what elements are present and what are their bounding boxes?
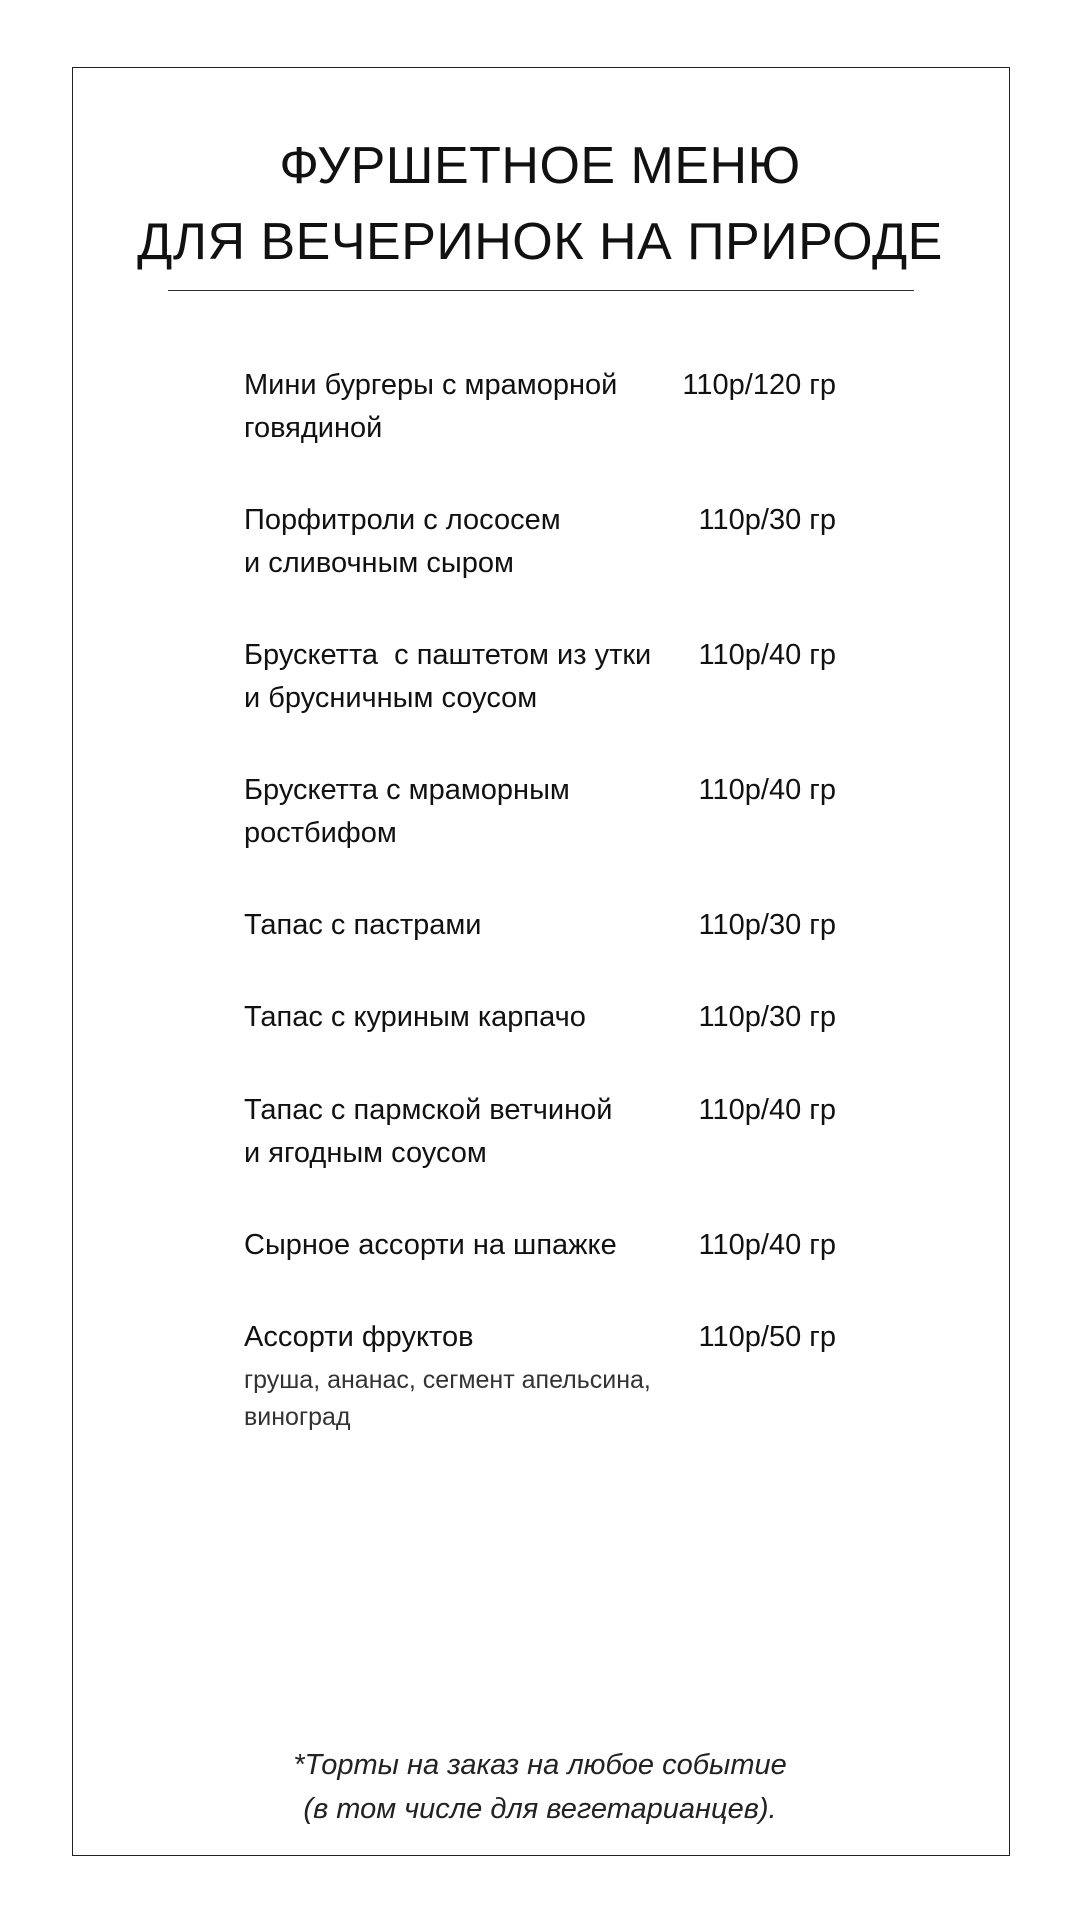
menu-item-name-line-1: Ассорти фруктов: [244, 1321, 474, 1353]
menu-item-name-line-2: и брусничным соусом: [244, 682, 538, 714]
menu-title-line-2: ДЛЯ ВЕЧЕРИНОК НА ПРИРОДЕ: [137, 213, 943, 271]
menu-item-name: [244, 1224, 664, 1267]
menu-item-name: [244, 499, 664, 585]
title-divider: [168, 290, 914, 291]
menu-item-price: 110р/50 гр: [698, 1321, 836, 1353]
menu-item-name: [244, 1089, 664, 1175]
footnote: [0, 1743, 1080, 1831]
menu-item-name: [244, 364, 664, 450]
menu-item-price: 110р/30 гр: [698, 909, 836, 941]
menu-item-price: 110р/40 гр: [698, 1229, 836, 1261]
menu-item-description-line-2: виноград: [244, 1403, 351, 1431]
menu-item-name: [244, 1316, 664, 1359]
menu-item-name-line-1: Тапас с куриным карпачо: [244, 1001, 586, 1033]
menu-item-name-line-1: Тапас с пармской ветчиной: [244, 1094, 613, 1126]
menu-item-name-line-2: и ягодным соусом: [244, 1137, 487, 1169]
menu-item-name: [244, 904, 664, 947]
menu-item-price: 110р/40 гр: [698, 774, 836, 806]
menu-title-line-1: ФУРШЕТНОЕ МЕНЮ: [279, 137, 801, 195]
menu-title: [0, 128, 1080, 280]
menu-item-name-line-1: Брускетта с паштетом из утки: [244, 639, 652, 671]
footnote-line-1: *Торты на заказ на любое событие: [293, 1749, 787, 1781]
menu-item-name-line-1: Брускетта с мраморным: [244, 774, 570, 806]
menu-item-price: 110р/30 гр: [698, 1001, 836, 1033]
menu-item-price: 110р/40 гр: [698, 1094, 836, 1126]
menu-item-name-line-1: Мини бургеры с мраморной: [244, 369, 618, 401]
menu-item-description-line-1: груша, ананас, сегмент апельсина,: [244, 1366, 651, 1394]
menu-item-price: 110р/40 гр: [698, 639, 836, 671]
menu-item-price: 110р/120 гр: [682, 369, 836, 401]
menu-border-frame: [72, 67, 1010, 1856]
menu-item-price: 110р/30 гр: [698, 504, 836, 536]
menu-item-name: [244, 996, 664, 1039]
menu-item-name-line-2: говядиной: [244, 412, 383, 444]
menu-item-name: [244, 769, 664, 855]
footnote-line-2: (в том числе для вегетарианцев).: [303, 1793, 777, 1825]
menu-item-name-line-2: ростбифом: [244, 817, 397, 849]
menu-item-name-line-2: и сливочным сыром: [244, 547, 514, 579]
menu-item-name-line-1: Порфитроли с лососем: [244, 504, 561, 536]
menu-item-name-line-1: Тапас с пастрами: [244, 909, 482, 941]
menu-item-name: [244, 634, 664, 720]
menu-item-name-line-1: Сырное ассорти на шпажке: [244, 1229, 617, 1261]
menu-item-description: [244, 1362, 664, 1436]
